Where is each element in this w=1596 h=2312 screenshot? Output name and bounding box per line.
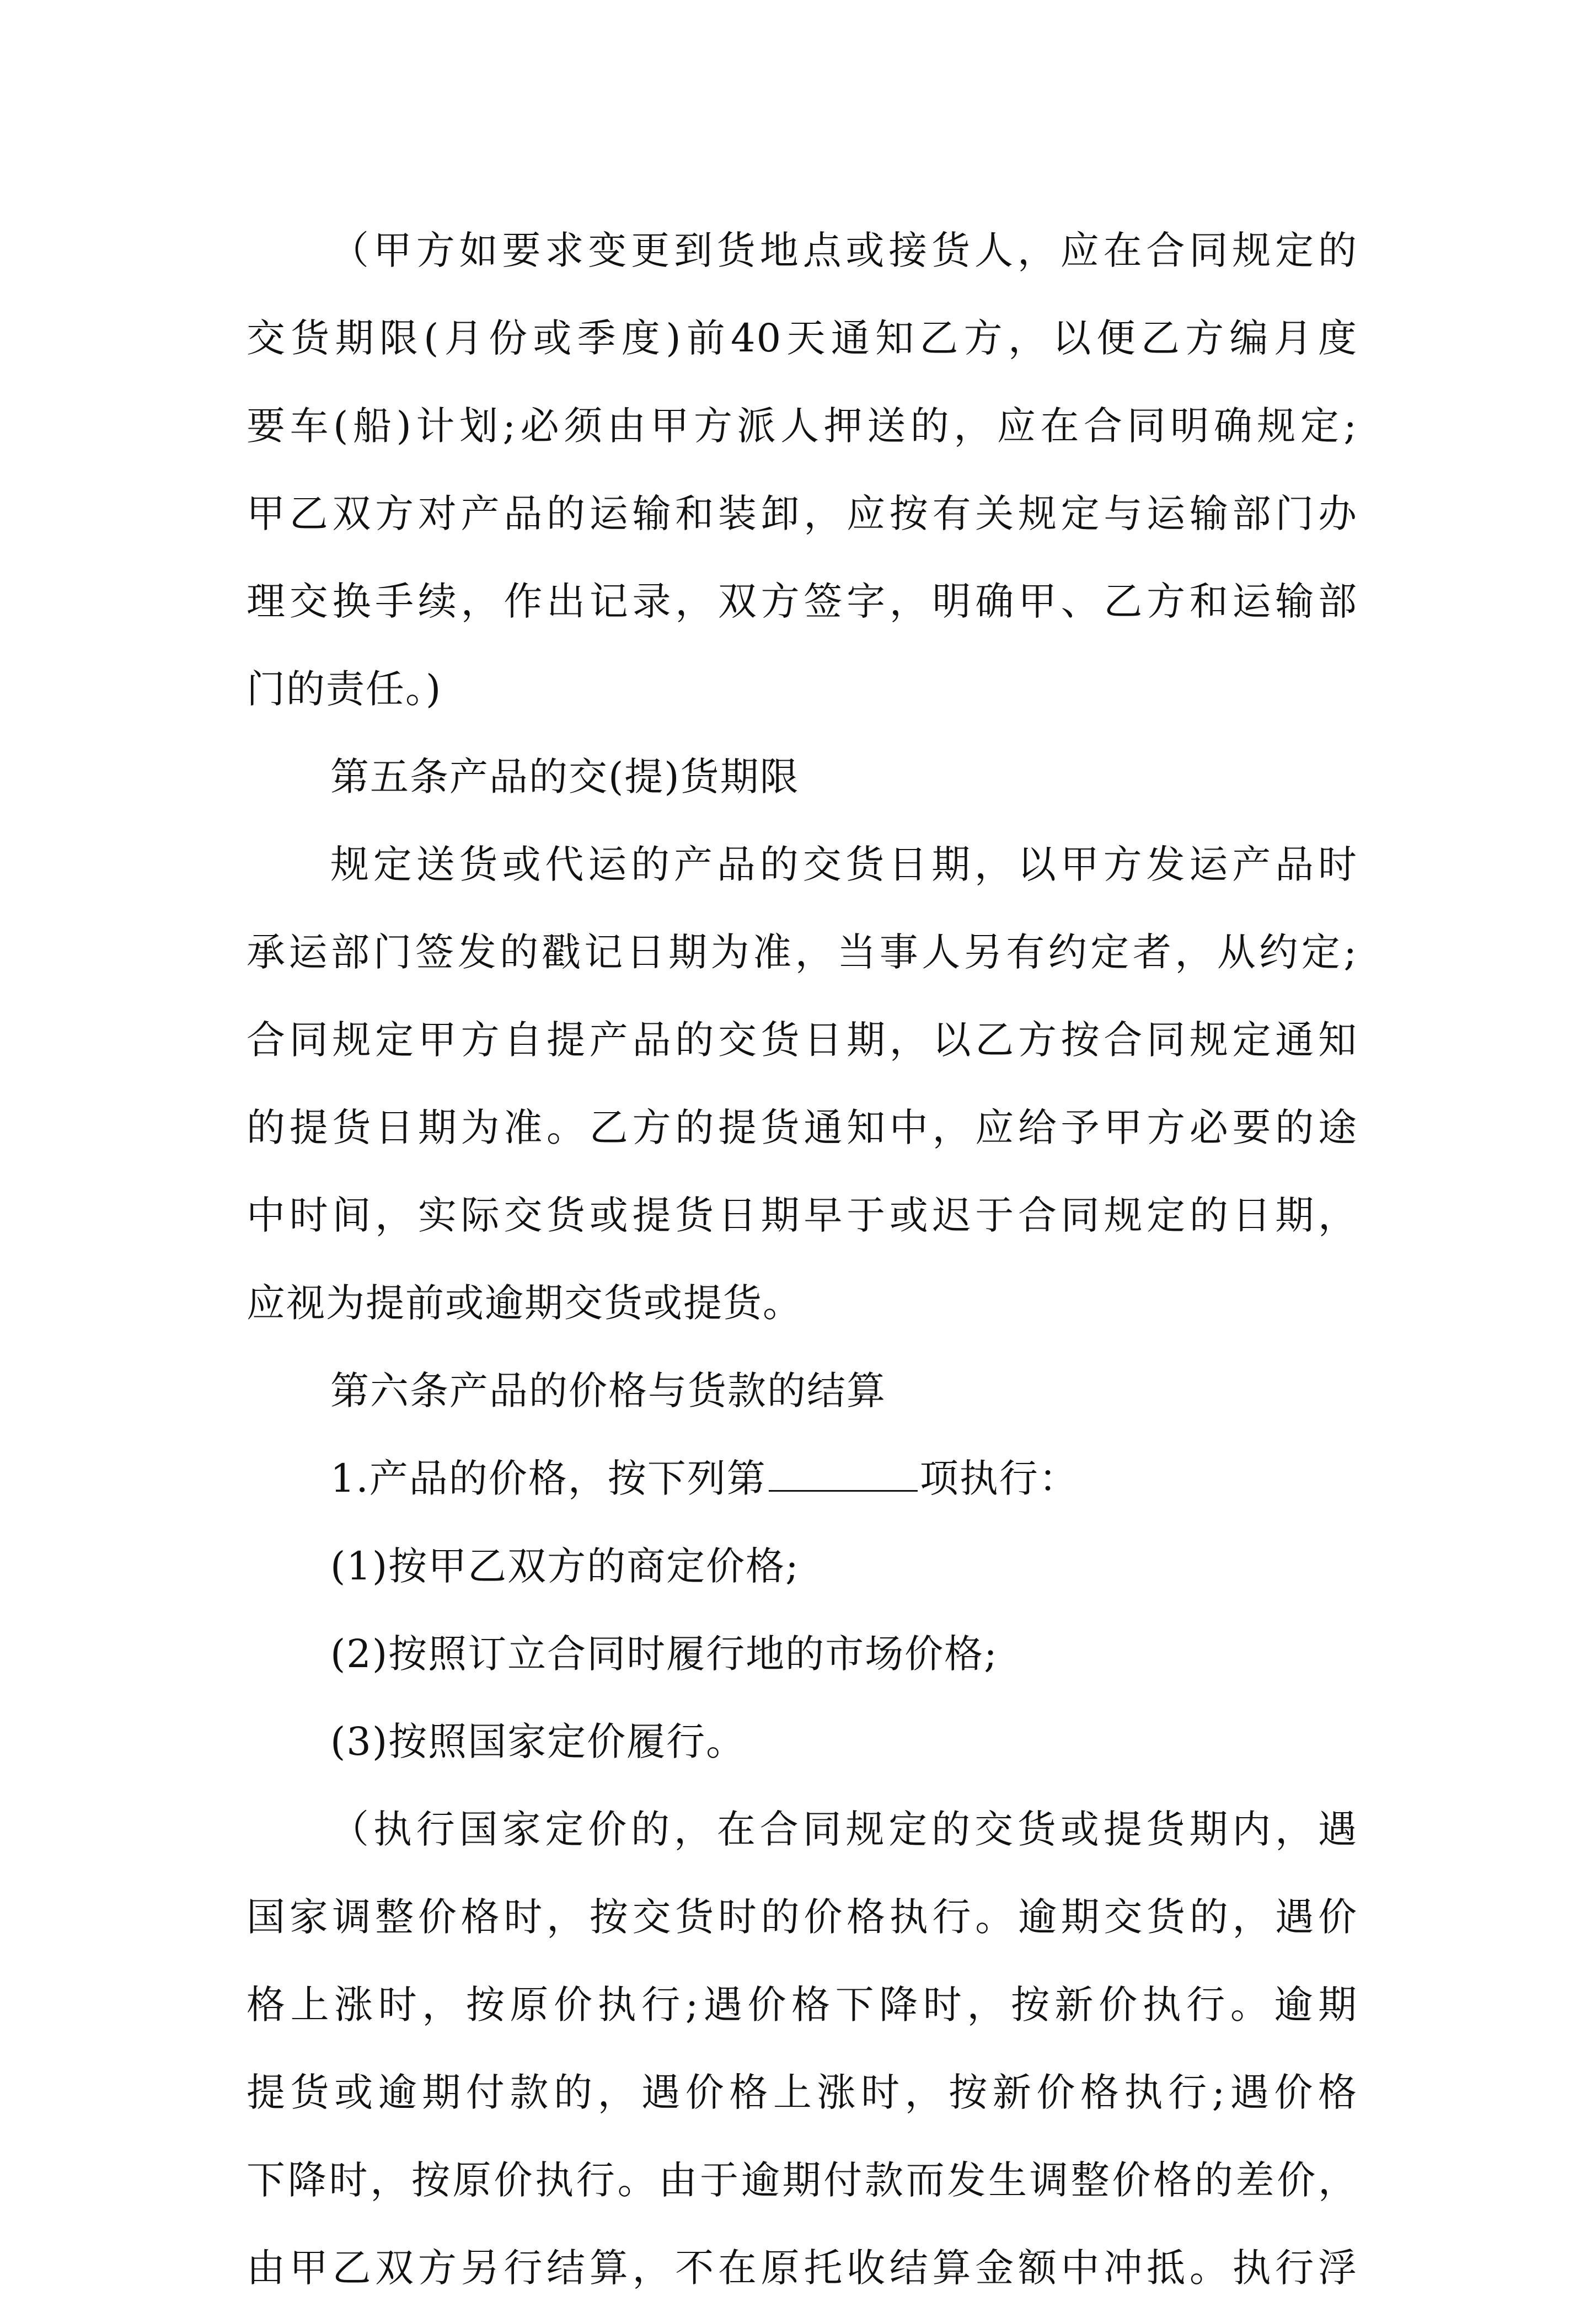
- price-item-prefix: 1.产品的价格，按下列第: [330, 1456, 767, 1501]
- paragraph-line: 国家调整价格时，按交货时的价格执行。逾期交货的，遇价: [247, 1894, 1358, 1940]
- paragraph-line: 应视为提前或逾期交货或提货。: [247, 1280, 802, 1326]
- paragraph-line: 提货或逾期付款的，遇价格上涨时，按新价格执行;遇价格: [247, 2070, 1358, 2115]
- price-option-2: (2)按照订立合同时履行地的市场价格;: [330, 1631, 998, 1676]
- paragraph-line: 的提货日期为准。乙方的提货通知中，应给予甲方必要的途: [247, 1105, 1358, 1150]
- paragraph-line: 格上涨时，按原价执行;遇价格下降时，按新价执行。逾期: [247, 1982, 1358, 2027]
- paragraph-line: （执行国家定价的，在合同规定的交货或提货期内，遇: [330, 1807, 1358, 1852]
- paragraph-line: 中时间，实际交货或提货日期早于或迟于合同规定的日期，: [247, 1193, 1358, 1238]
- paragraph-line: 合同规定甲方自提产品的交货日期，以乙方按合同规定通知: [247, 1017, 1358, 1062]
- price-option-3: (3)按照国家定价履行。: [330, 1719, 746, 1764]
- paragraph-line: （甲方如要求变更到货地点或接货人，应在合同规定的: [330, 228, 1358, 273]
- paragraph-line: 甲乙双方对产品的运输和装卸，应按有关规定与运输部门办: [247, 491, 1358, 536]
- paragraph-line: 下降时，按原价执行。由于逾期付款而发生调整价格的差价，: [247, 2158, 1358, 2203]
- paragraph-line: 要车(船)计划;必须由甲方派人押送的，应在合同明确规定;: [247, 403, 1358, 448]
- paragraph-line: 交货期限(月份或季度)前40天通知乙方，以便乙方编月度: [247, 316, 1358, 361]
- article-heading-5: 第五条产品的交(提)货期限: [330, 754, 800, 799]
- paragraph-line: 规定送货或代运的产品的交货日期，以甲方发运产品时: [330, 842, 1358, 887]
- price-item-suffix: 项执行：: [919, 1456, 1079, 1501]
- contract-text: [247, 207, 1358, 2312]
- paragraph-line: 理交换手续，作出记录，双方签字，明确甲、乙方和运输部: [247, 579, 1358, 624]
- paragraph-line: 由甲乙双方另行结算，不在原托收结算金额中冲抵。执行浮: [247, 2245, 1358, 2290]
- article-heading-6: 第六条产品的价格与货款的结算: [330, 1368, 886, 1413]
- price-option-1: (1)按甲乙双方的商定价格;: [330, 1544, 800, 1589]
- price-item-line: [247, 1435, 1358, 1523]
- paragraph-line: 承运部门签发的戳记日期为准，当事人另有约定者，从约定;: [247, 930, 1358, 975]
- paragraph-line: 门的责任。): [247, 666, 442, 712]
- fill-in-blank[interactable]: [769, 1456, 918, 1492]
